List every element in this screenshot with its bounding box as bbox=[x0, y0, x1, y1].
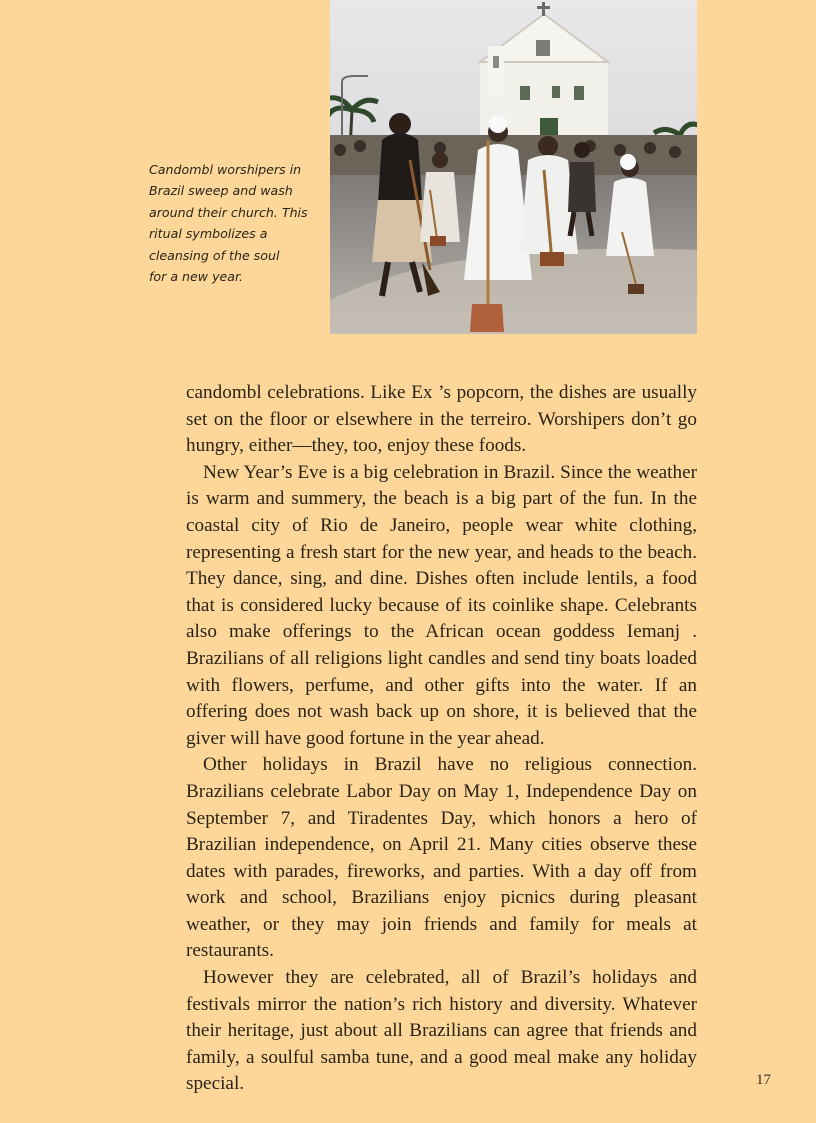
article-body bbox=[186, 380, 697, 1098]
church-sweeping-photo bbox=[330, 0, 697, 334]
body-paragraph: candombl celebrations. Like Ex ’s popcorn, the dishes are usually set on the floor or elsewhere in the terreiro. Worshipers don’t go hungry, either—they, too, enjoy these foods. bbox=[186, 382, 697, 457]
page-number: 17 bbox=[756, 1072, 771, 1088]
photo-church-sweeping-ritual-icon bbox=[330, 0, 697, 334]
body-paragraph: Other holidays in Brazil have no religious connection. Brazilians celebrate Labor Day on May 1, Independence Day on September 7, and Tiradentes Day, which honors a hero of Brazilian independence, on April 21. Many cities observe these dates with parades, fireworks, and parties. With a day off from work and school, Brazilians enjoy picnics during pleasant weather, or they may join friends and family for meals at restaurants. bbox=[186, 754, 697, 962]
body-paragraph: New Year’s Eve is a big celebration in Brazil. Since the weather is warm and summery, the beach is a big part of the fun. In the coastal city of Rio de Janeiro, people wear white clothing, representing a fresh start for the new year, and heads to the beach. They dance, sing, and dine. Dishes often include lentils, a food that is considered lucky because of its coinlike shape. Celebrants also make offerings to the African ocean goddess Iemanj . Brazilians of all religions light candles and send tiny boats loaded with flowers, perfume, and other gifts into the water. If an offering does not wash back up on shore, it is believed that the giver will have good fortune in the year ahead. bbox=[186, 461, 697, 749]
photo-caption: Candombl worshipers in Brazil sweep and wash around their church. This ritual symbolizes a cleansing of the soul for a new year. bbox=[149, 162, 308, 285]
body-paragraph: However they are celebrated, all of Brazil’s holidays and festivals mirror the nation’s rich history and diversity. Whatever their heritage, just about all Brazilians can agree that friends and family, a soulful samba tune, and a good meal make any holiday special. bbox=[186, 967, 697, 1095]
